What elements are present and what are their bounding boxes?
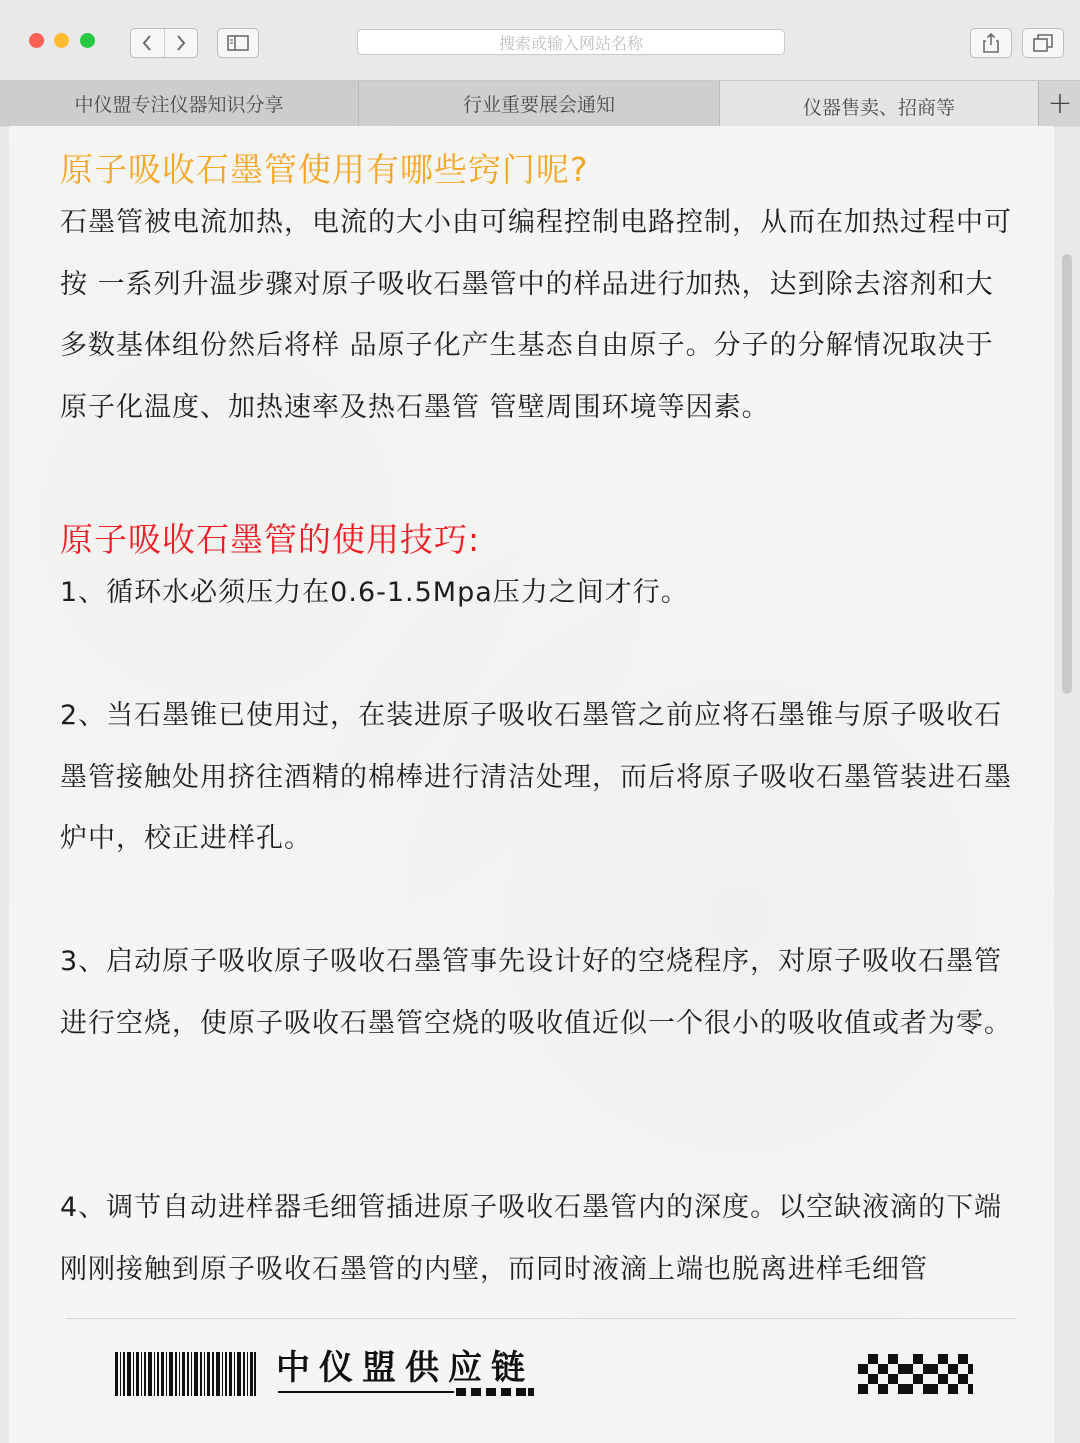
vertical-scrollbar[interactable] <box>1062 254 1072 694</box>
chevron-left-icon <box>141 34 153 52</box>
minimize-window-button[interactable] <box>54 33 69 48</box>
tip-paragraph: 4、调节自动进样器毛细管插进原子吸收石墨管内的深度。以空缺液滴的下端刚刚接触到原子吸收石墨管的内壁，而同时液滴上端也脱离进样毛细管 <box>60 1192 1003 1285</box>
barcode-icon <box>115 1352 256 1396</box>
sidebar-icon <box>227 35 249 51</box>
brand-underline-decoration <box>278 1388 534 1396</box>
plus-icon: + <box>1047 86 1073 121</box>
checkered-flag-icon <box>858 1354 973 1394</box>
tabs-icon <box>1033 34 1053 52</box>
tip-paragraph: 1、循环水必须压力在0.6-1.5Mpa压力之间才行。 <box>60 577 689 608</box>
brand-name: 中仪盟供应链 <box>276 1348 534 1388</box>
forward-button[interactable] <box>164 29 198 57</box>
back-button[interactable] <box>131 29 164 57</box>
article-title: 原子吸收石墨管使用有哪些窍门呢? <box>60 150 589 189</box>
share-button[interactable] <box>970 28 1012 58</box>
section-title: 原子吸收石墨管的使用技巧: <box>60 520 481 559</box>
new-tab-button[interactable] <box>1038 81 1080 126</box>
tab-label: 行业重要展会通知 <box>462 94 615 116</box>
tip-paragraph: 2、当石墨锥已使用过，在装进原子吸收石墨管之前应将石墨锥与原子吸收石墨管接触处用挤往酒精的棉棒进行清洁处理，而后将原子吸收石墨管装进石墨炉中，校正进样孔。 <box>60 700 1012 854</box>
navigation-buttons <box>130 28 198 58</box>
tab-bar <box>0 80 1080 127</box>
tab-overview-button[interactable] <box>1022 28 1064 58</box>
tip-paragraph: 3、启动原子吸收原子吸收石墨管事先设计好的空烧程序，对原子吸收石墨管进行空烧，使原子吸收石墨管空烧的吸收值近似一个很小的吸收值或者为零。 <box>60 946 1012 1039</box>
tab-exhibition-notice[interactable] <box>359 81 720 126</box>
zoom-window-button[interactable] <box>80 33 95 48</box>
tab-label: 仪器售卖、招商等 <box>802 97 955 119</box>
chevron-right-icon <box>175 34 187 52</box>
browser-toolbar <box>0 0 1080 80</box>
address-bar[interactable] <box>357 29 785 55</box>
intro-paragraph: 石墨管被电流加热，电流的大小由可编程控制电路控制，从而在加热过程中可按 一系列升温步骤对原子吸收石墨管中的样品进行加热，达到除去溶剂和大多数基体组份然后将样 品原子化产生基态自由原子。分子的分解情况取决于原子化温度、加热速率及热石墨管 管壁周围环境等因素。 <box>60 207 1012 423</box>
tab-instrument-sales[interactable] <box>720 81 1038 126</box>
footer-divider <box>66 1318 1016 1319</box>
tab-label: 中仪盟专注仪器知识分享 <box>74 94 284 116</box>
close-window-button[interactable] <box>29 33 44 48</box>
address-placeholder: 搜索或输入网站名称 <box>498 33 643 53</box>
sidebar-toggle-button[interactable] <box>217 28 259 58</box>
tab-zhongyimeng[interactable] <box>0 81 359 126</box>
share-icon <box>983 33 999 53</box>
